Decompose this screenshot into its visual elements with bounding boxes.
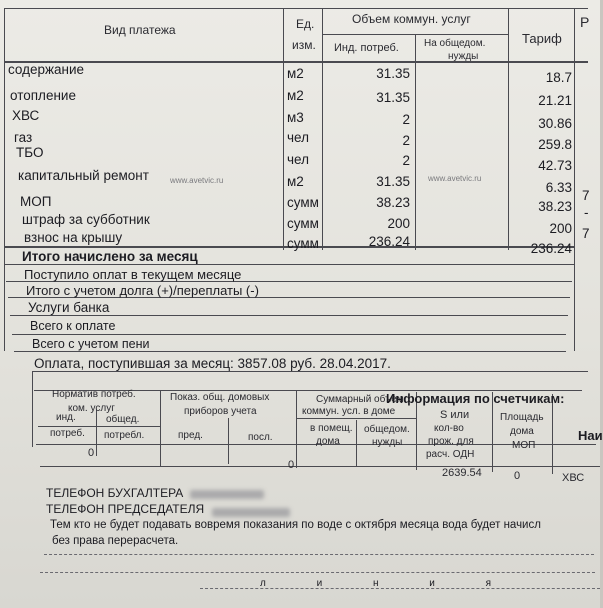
header-unit-l2: изм.: [292, 38, 316, 52]
row-name: МОП: [20, 194, 52, 209]
s-header-l1: S или: [440, 409, 470, 421]
common-needs-l1: общедом.: [364, 424, 410, 435]
meter-col-total: [296, 390, 297, 468]
row-tariff-value: 259.8: [538, 137, 572, 152]
row-tariff-value: 30.86: [538, 116, 572, 131]
row-unit: м2: [287, 88, 304, 103]
ind-col-border: [322, 8, 323, 250]
row-name: ХВС: [12, 108, 40, 123]
total-inner-col: [356, 420, 357, 466]
cut-line-label: л и н и я: [260, 578, 516, 589]
row-ind-value: 236.24: [368, 234, 410, 249]
header-unit-l1: Ед.: [296, 17, 315, 31]
summary-line-5: [12, 334, 566, 335]
row-tariff-value: 18.7: [545, 70, 572, 85]
total-header-l2: коммун. усл. в доме: [302, 406, 396, 417]
area-header-l1: Площадь: [500, 412, 544, 423]
row-unit: м3: [287, 110, 304, 125]
chairman-phone-label: ТЕЛЕФОН ПРЕДСЕДАТЕЛЯ: [46, 502, 205, 516]
row-unit: чел: [287, 152, 309, 167]
accountant-phone-label: ТЕЛЕФОН БУХГАЛТЕРА: [46, 486, 184, 500]
row-unit: чел: [287, 130, 309, 145]
readings-header-l1: Показ. общ. домовых: [170, 392, 270, 403]
readings-last: посл.: [248, 432, 273, 443]
meter-col-readings: [160, 390, 161, 466]
header-individual: Инд. потреб.: [334, 42, 399, 54]
row-name: штраф за субботник: [22, 212, 150, 227]
norm-common-l2: потребл.: [104, 430, 145, 441]
row-name: ТБО: [16, 145, 44, 160]
cut-dash-line-2: [40, 572, 595, 573]
norm-header-l1: Норматив потреб.: [52, 389, 136, 400]
summary-line-4: [10, 315, 568, 316]
header-common-l2: нужды: [448, 51, 479, 62]
watermark-1: www.avetvic.ru: [170, 176, 224, 185]
header-tariff: Тариф: [522, 31, 562, 46]
row-name: взнос на крышу: [24, 230, 123, 245]
premises-l1: в помещ.: [310, 423, 353, 434]
summary-with-debt: Итого с учетом долга (+)/переплаты (-): [26, 283, 259, 298]
unit-col-border: [283, 8, 284, 250]
row-unit: сумм: [287, 236, 319, 251]
row-tariff-value: 200: [549, 221, 572, 236]
common-col-border: [415, 34, 416, 250]
right-edge-2: -: [584, 205, 589, 220]
summary-bank: Услуги банка: [28, 300, 110, 315]
norm-inner-col: [96, 410, 97, 456]
notice-line-2: без права перерасчета.: [52, 535, 179, 547]
row-name: газ: [14, 130, 33, 145]
row-name: капитальный ремонт: [18, 168, 149, 183]
row-unit: м2: [287, 174, 304, 189]
header-volume: Объем коммун. услуг: [352, 12, 471, 26]
right-edge-3: 7: [582, 226, 590, 241]
row-unit: сумм: [287, 216, 319, 231]
payment-received-line: Оплата, поступившая за месяц: 3857.08 руб. 28.04.2017.: [34, 356, 391, 371]
meter-bottom-border: [40, 466, 600, 467]
norm-ind-l1: инд.: [56, 412, 76, 423]
row-ind-value: 200: [387, 216, 410, 231]
total-header-l1: Суммарный объем: [316, 394, 404, 405]
header-bottom-border: [4, 61, 588, 63]
meter-col-name: [552, 394, 553, 474]
norm-header-l2: ком. услуг: [68, 403, 115, 414]
row-ind-value: 2: [402, 112, 410, 127]
row-tariff-value: 236.24: [530, 241, 572, 256]
norm-ind-l2: потреб.: [50, 428, 85, 439]
common-needs-l2: нужды: [372, 437, 403, 448]
summary-to-pay: Всего к оплате: [30, 319, 116, 333]
premises-l2: дома: [316, 436, 340, 447]
last-col-border: [574, 8, 575, 351]
row-name: содержание: [8, 62, 85, 77]
s-header-l2: кол-во: [434, 423, 464, 434]
cut-dash-line-1: [44, 554, 594, 555]
row-unit: м2: [287, 66, 304, 81]
s-header-l4: расч. ОДН: [426, 449, 475, 460]
s-value: 2639.54: [442, 467, 482, 479]
meter-name-value: ХВС: [562, 472, 585, 484]
readings-prev: пред.: [178, 430, 203, 441]
readings-header-l2: приборов учета: [184, 406, 257, 417]
row-ind-value: 2: [402, 153, 410, 168]
readings-inner-col: [228, 418, 229, 464]
row-tariff-value: 21.21: [538, 93, 572, 108]
name-header-cut: Наи: [578, 428, 603, 443]
redacted-phone-2: [212, 508, 290, 517]
summary-received: Поступило оплат в текущем месяце: [24, 267, 242, 282]
norm-split: [38, 426, 160, 427]
row-ind-value: 2: [402, 133, 410, 148]
meter-info-title: Информация по счетчикам:: [386, 391, 565, 406]
header-common-l1: На общедом.: [424, 38, 486, 49]
watermark-2: www.avetvic.ru: [428, 174, 482, 183]
row-name: отопление: [10, 88, 76, 103]
summary-total-charged: Итого начислено за месяц: [22, 249, 198, 264]
area-header-l3: МОП: [512, 440, 536, 451]
summary-line-6: [14, 351, 566, 352]
meter-top-border: [32, 371, 588, 372]
right-edge-1: 7: [582, 188, 590, 203]
notice-line-1: Тем кто не будет подавать вовремя показания по воде с октября месяца вода будет начисл: [50, 519, 541, 531]
norm-ind-value: 0: [88, 447, 95, 459]
summary-with-fines: Всего с учетом пени: [32, 337, 150, 351]
area-header-l2: дома: [510, 426, 534, 437]
s-header-l3: прож. для: [428, 436, 474, 447]
readings-last-value: 0: [288, 459, 295, 471]
header-payment-type: Вид платежа: [104, 23, 176, 37]
row-tariff-value: 6.33: [545, 180, 572, 195]
summary-line-1: [4, 264, 574, 265]
redacted-phone-1: [190, 490, 264, 499]
row-ind-value: 31.35: [376, 66, 410, 81]
row-unit: сумм: [287, 195, 319, 210]
area-value: 0: [514, 470, 521, 482]
row-tariff-value: 42.73: [538, 158, 572, 173]
row-ind-value: 31.35: [376, 174, 410, 189]
total-split: [296, 418, 416, 419]
header-cut-col: Р: [580, 14, 590, 30]
row-ind-value: 38.23: [376, 195, 410, 210]
row-ind-value: 31.35: [376, 90, 410, 105]
row-tariff-value: 38.23: [538, 199, 572, 214]
norm-common-l1: общед.: [106, 414, 140, 425]
table-top-border: [4, 8, 588, 9]
table-left-border: [4, 8, 5, 351]
meter-left-border: [32, 371, 33, 447]
